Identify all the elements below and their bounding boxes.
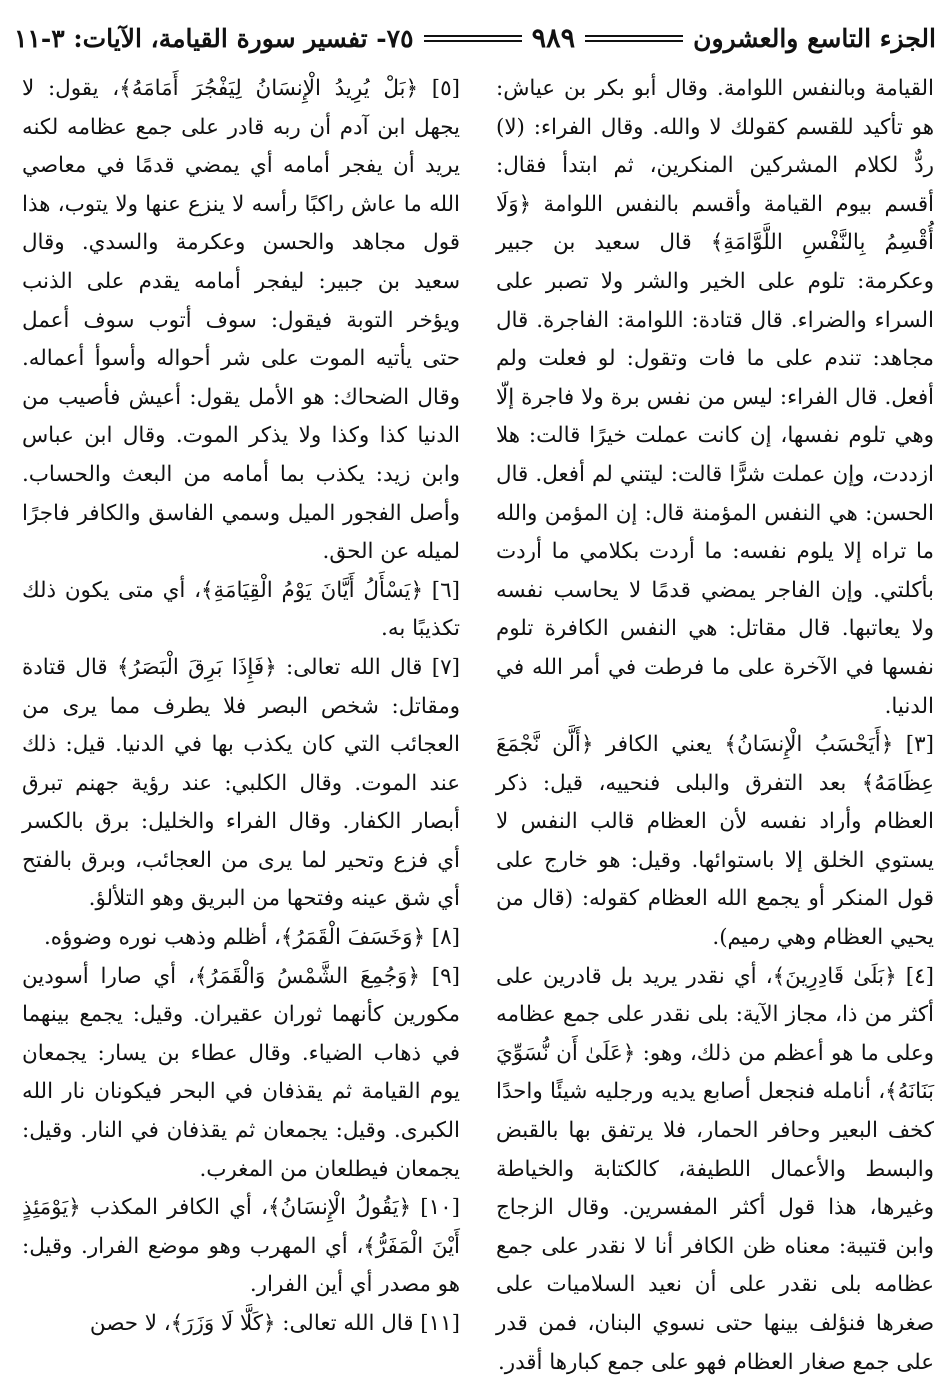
- paragraph: [١٠] ﴿يَقُولُ الْإِنسَانُ﴾، أي الكافر المكذب ﴿يَوْمَئِذٍ أَيْنَ الْمَفَرُّ﴾، أي المهرب وهو موضع الفرار. وقيل: هو مصدر أي أين الفرار.: [22, 1195, 460, 1298]
- paragraph: القيامة وبالنفس اللوامة. وقال أبو بكر بن عياش: هو تأكيد للقسم كقولك لا والله. وقال الفراء: (لا) ردٌّ لكلام المشركين المنكرين، ثم ابتدأ فقال: أقسم بيوم القيامة وأقسم بالنفس اللوامة ﴿وَلَا أُقْسِمُ بِالنَّفْسِ اللَّوَّامَةِ﴾ قال سعيد بن جبير وعكرمة: تلوم على الخير والشر ولا تصبر على السراء والضراء. قال قتادة: اللوامة: الفاجرة. قال مجاهد: تندم على ما فات وتقول: لو فعلت ولم أفعل. قال الفراء: ليس من نفس برة ولا فاجرة إلّا وهي تلوم نفسها، إن كانت عملت خيرًا قالت: هلا ازددت، وإن عملت شرًّا قالت: ليتني لم أفعل. قال الحسن: هي النفس المؤمنة قال: إن المؤمن والله ما تراه إلا يلوم نفسه: ما أردت بكلامي ما أردت بأكلتي. وإن الفاجر يمضي قدمًا لا يحاسب نفسه ولا يعاتبها. قال مقاتل: هي النفس الكافرة تلوم نفسها في الآخرة على ما فرطت في أمر الله في الدنيا.: [496, 76, 934, 719]
- paragraph: [٧] قال الله تعالى: ﴿فَإِذَا بَرِقَ الْبَصَرُ﴾ قال قتادة ومقاتل: شخص البصر فلا يطرف مما يرى من العجائب التي كان يكذب بها في الدنيا. قيل: ذلك عند الموت. وقال الكلبي: عند رؤية جهنم تبرق أبصار الكفار. وقال الفراء والخليل: برق بالكسر أي فزع وتحير لما يرى من العجائب، وبرق بالفتح أي شق عينه وفتحها من البريق وهو التلألؤ.: [22, 654, 460, 912]
- header-rule-right: [585, 35, 683, 42]
- left-column: [22, 70, 460, 1344]
- surah-title: ٧٥- تفسير سورة القيامة، الآيات: ٣-١١: [14, 23, 414, 53]
- juz-title: الجزء التاسع والعشرون: [693, 23, 936, 53]
- page-number: ٩٨٩: [531, 22, 576, 54]
- paragraph: [٨] ﴿وَخَسَفَ الْقَمَرُ﴾، أظلم وذهب نوره وضوؤه.: [43, 925, 460, 951]
- paragraph: [٦] ﴿يَسْأَلُ أَيَّانَ يَوْمُ الْقِيَامَةِ﴾، أي متى يكون ذلك تكذيبًا به.: [22, 577, 460, 642]
- paragraph: [٩] ﴿وَجُمِعَ الشَّمْسُ وَالْقَمَرُ﴾، أي صارا أسودين مكورين كأنهما ثوران عقيران. وقيل: يجمع بينهما في ذهاب الضياء. وقال عطاء بن يسار: يجمعان يوم القيامة ثم يقذفان في البحر فيكونان نار الله الكبرى. وقيل: يجمعان ثم يقذفان في النار. وقيل: يجمعان فيطلعان من المغرب.: [22, 963, 460, 1182]
- header-rule-left: [424, 35, 522, 42]
- paragraph: [٤] ﴿بَلَىٰ قَادِرِينَ﴾، أي نقدر يريد بل قادرين على أكثر من ذا، مجاز الآية: بلى نقدر على جمع عظامه وعلى ما هو أعظم من ذلك، وهو: ﴿عَلَىٰ أَن نُّسَوِّيَ بَنَانَهُ﴾، أنامله فنجعل أصابع يديه ورجليه شيئًا واحدًا كخف البعير وحافر الحمار، فلا يرتفق بها بالقبض والبسط والأعمال اللطيفة، كالكتابة والخياطة وغيرها، هذا قول أكثر المفسرين. وقال الزجاج وابن قتيبة: معناه ظن الكافر أنا لا نقدر على جمع عظامه بلى نقدر على أن نعيد السلاميات على صغرها فنؤلف بينها حتى نسوي البنان، فمن قدر على جمع صغار العظام فهو على جمع كبارها أقدر.: [496, 963, 934, 1375]
- paragraph: [١١] قال الله تعالى: ﴿كَلَّا لَا وَزَرَ﴾، لا حصن: [89, 1311, 460, 1336]
- paragraph: [٣] ﴿أَيَحْسَبُ الْإِنسَانُ﴾ يعني الكافر ﴿أَلَّن نَّجْمَعَ عِظَامَهُ﴾ بعد التفرق والبلى فنحييه، قيل: ذكر العظام وأراد نفسه لأن العظام قالب النفس لا يستوي الخلق إلا باستوائها. وقيل: هو خارج على قول المنكر أو يجمع الله العظام كقوله: (قال من يحيي العظام وهي رميم).: [496, 732, 934, 951]
- right-column: [496, 70, 934, 1382]
- paragraph: [٥] ﴿بَلْ يُرِيدُ الْإِنسَانُ لِيَفْجُرَ أَمَامَهُ﴾، يقول: لا يجهل ابن آدم أن ربه قادر على جمع عظامه لكنه يريد أن يفجر أمامه أي يمضي قدمًا في معاصي الله ما عاش راكبًا رأسه لا ينزع عنها ولا يتوب، هذا قول مجاهد والحسن وعكرمة والسدي. وقال سعيد بن جبير: ليفجر أمامه يقدم على الذنب ويؤخر التوبة فيقول: سوف أتوب سوف أعمل حتى يأتيه الموت على شر أحواله وأسوأ أعماله. وقال الضحاك: هو الأمل يقول: أعيش فأصيب من الدنيا كذا وكذا ولا يذكر الموت. وقال ابن عباس وابن زيد: يكذب بما أمامه من البعث والحساب. وأصل الفجور الميل وسمي الفاسق والكافر فاجرًا لميله عن الحق.: [22, 76, 460, 565]
- running-header: [14, 18, 936, 58]
